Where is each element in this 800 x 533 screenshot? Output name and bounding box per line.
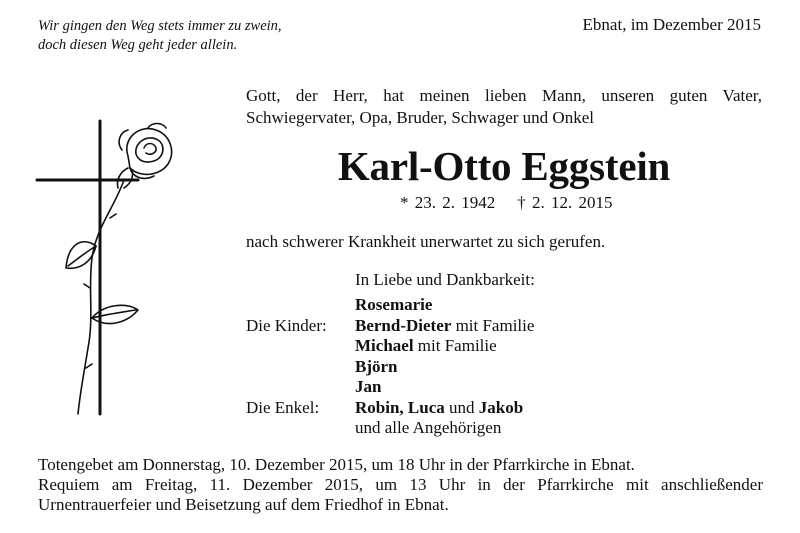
motto-line-1: Wir gingen den Weg stets immer zu zwein, <box>38 18 282 34</box>
other-relatives: und alle Angehörigen <box>355 418 502 437</box>
grandchildren-row <box>355 398 523 419</box>
service-line-1: Totengebet am Donnerstag, 10. Dezember 2015, um 18 Uhr in der Pfarrkirche in Ebnat. <box>38 455 635 474</box>
grandchild-names: Robin, Luca <box>355 397 445 417</box>
service-line-2: Requiem am Freitag, 11. Dezember 2015, um 13 Uhr in der Pfarrkirche mit anschließender <box>38 475 763 494</box>
child-row-1 <box>355 316 534 337</box>
wife-name-text: Rosemarie <box>355 295 433 314</box>
child-suffix: mit Familie <box>417 336 497 355</box>
death-date: † 2. 12. 2015 <box>517 193 613 212</box>
intro-line-1: Gott, der Herr, hat meinen lieben Mann, unseren guten Vater, <box>246 86 762 105</box>
place-date: Ebnat, im Dezember 2015 <box>582 15 761 34</box>
service-line-3: Urnentrauerfeier und Beisetzung auf dem Friedhof in Ebnat. <box>38 495 449 514</box>
wife-name <box>355 295 432 316</box>
intro-line-2: Schwiegervater, Opa, Bruder, Schwager und Onkel <box>246 108 594 127</box>
child-row-4 <box>355 377 381 398</box>
child-row-2 <box>355 336 497 357</box>
cross-rose-icon <box>30 118 180 418</box>
child-name: Björn <box>355 356 398 376</box>
life-dates <box>400 193 613 213</box>
death-reason: nach schwerer Krankheit unerwartet zu sich gerufen. <box>246 232 606 251</box>
grandchildren-label: Die Enkel: <box>246 397 320 417</box>
child-name: Bernd-Dieter <box>355 315 452 335</box>
child-suffix: mit Familie <box>455 315 535 335</box>
child-name: Michael <box>355 336 414 355</box>
motto-line-2: doch diesen Weg geht jeder allein. <box>38 37 238 53</box>
deceased-name: Karl-Otto Eggstein <box>337 143 671 189</box>
mourners-heading: In Liebe und Dankbarkeit: <box>355 270 535 289</box>
grandchild-name: Jakob <box>478 397 524 417</box>
birth-date: * 23. 2. 1942 <box>400 193 496 212</box>
grandchild-and: und <box>449 397 475 417</box>
intro-text <box>246 85 762 129</box>
motto-verse <box>38 17 282 55</box>
child-row-3 <box>355 357 398 378</box>
children-label: Die Kinder: <box>246 315 327 335</box>
service-info <box>38 455 763 515</box>
child-name: Jan <box>355 377 382 396</box>
